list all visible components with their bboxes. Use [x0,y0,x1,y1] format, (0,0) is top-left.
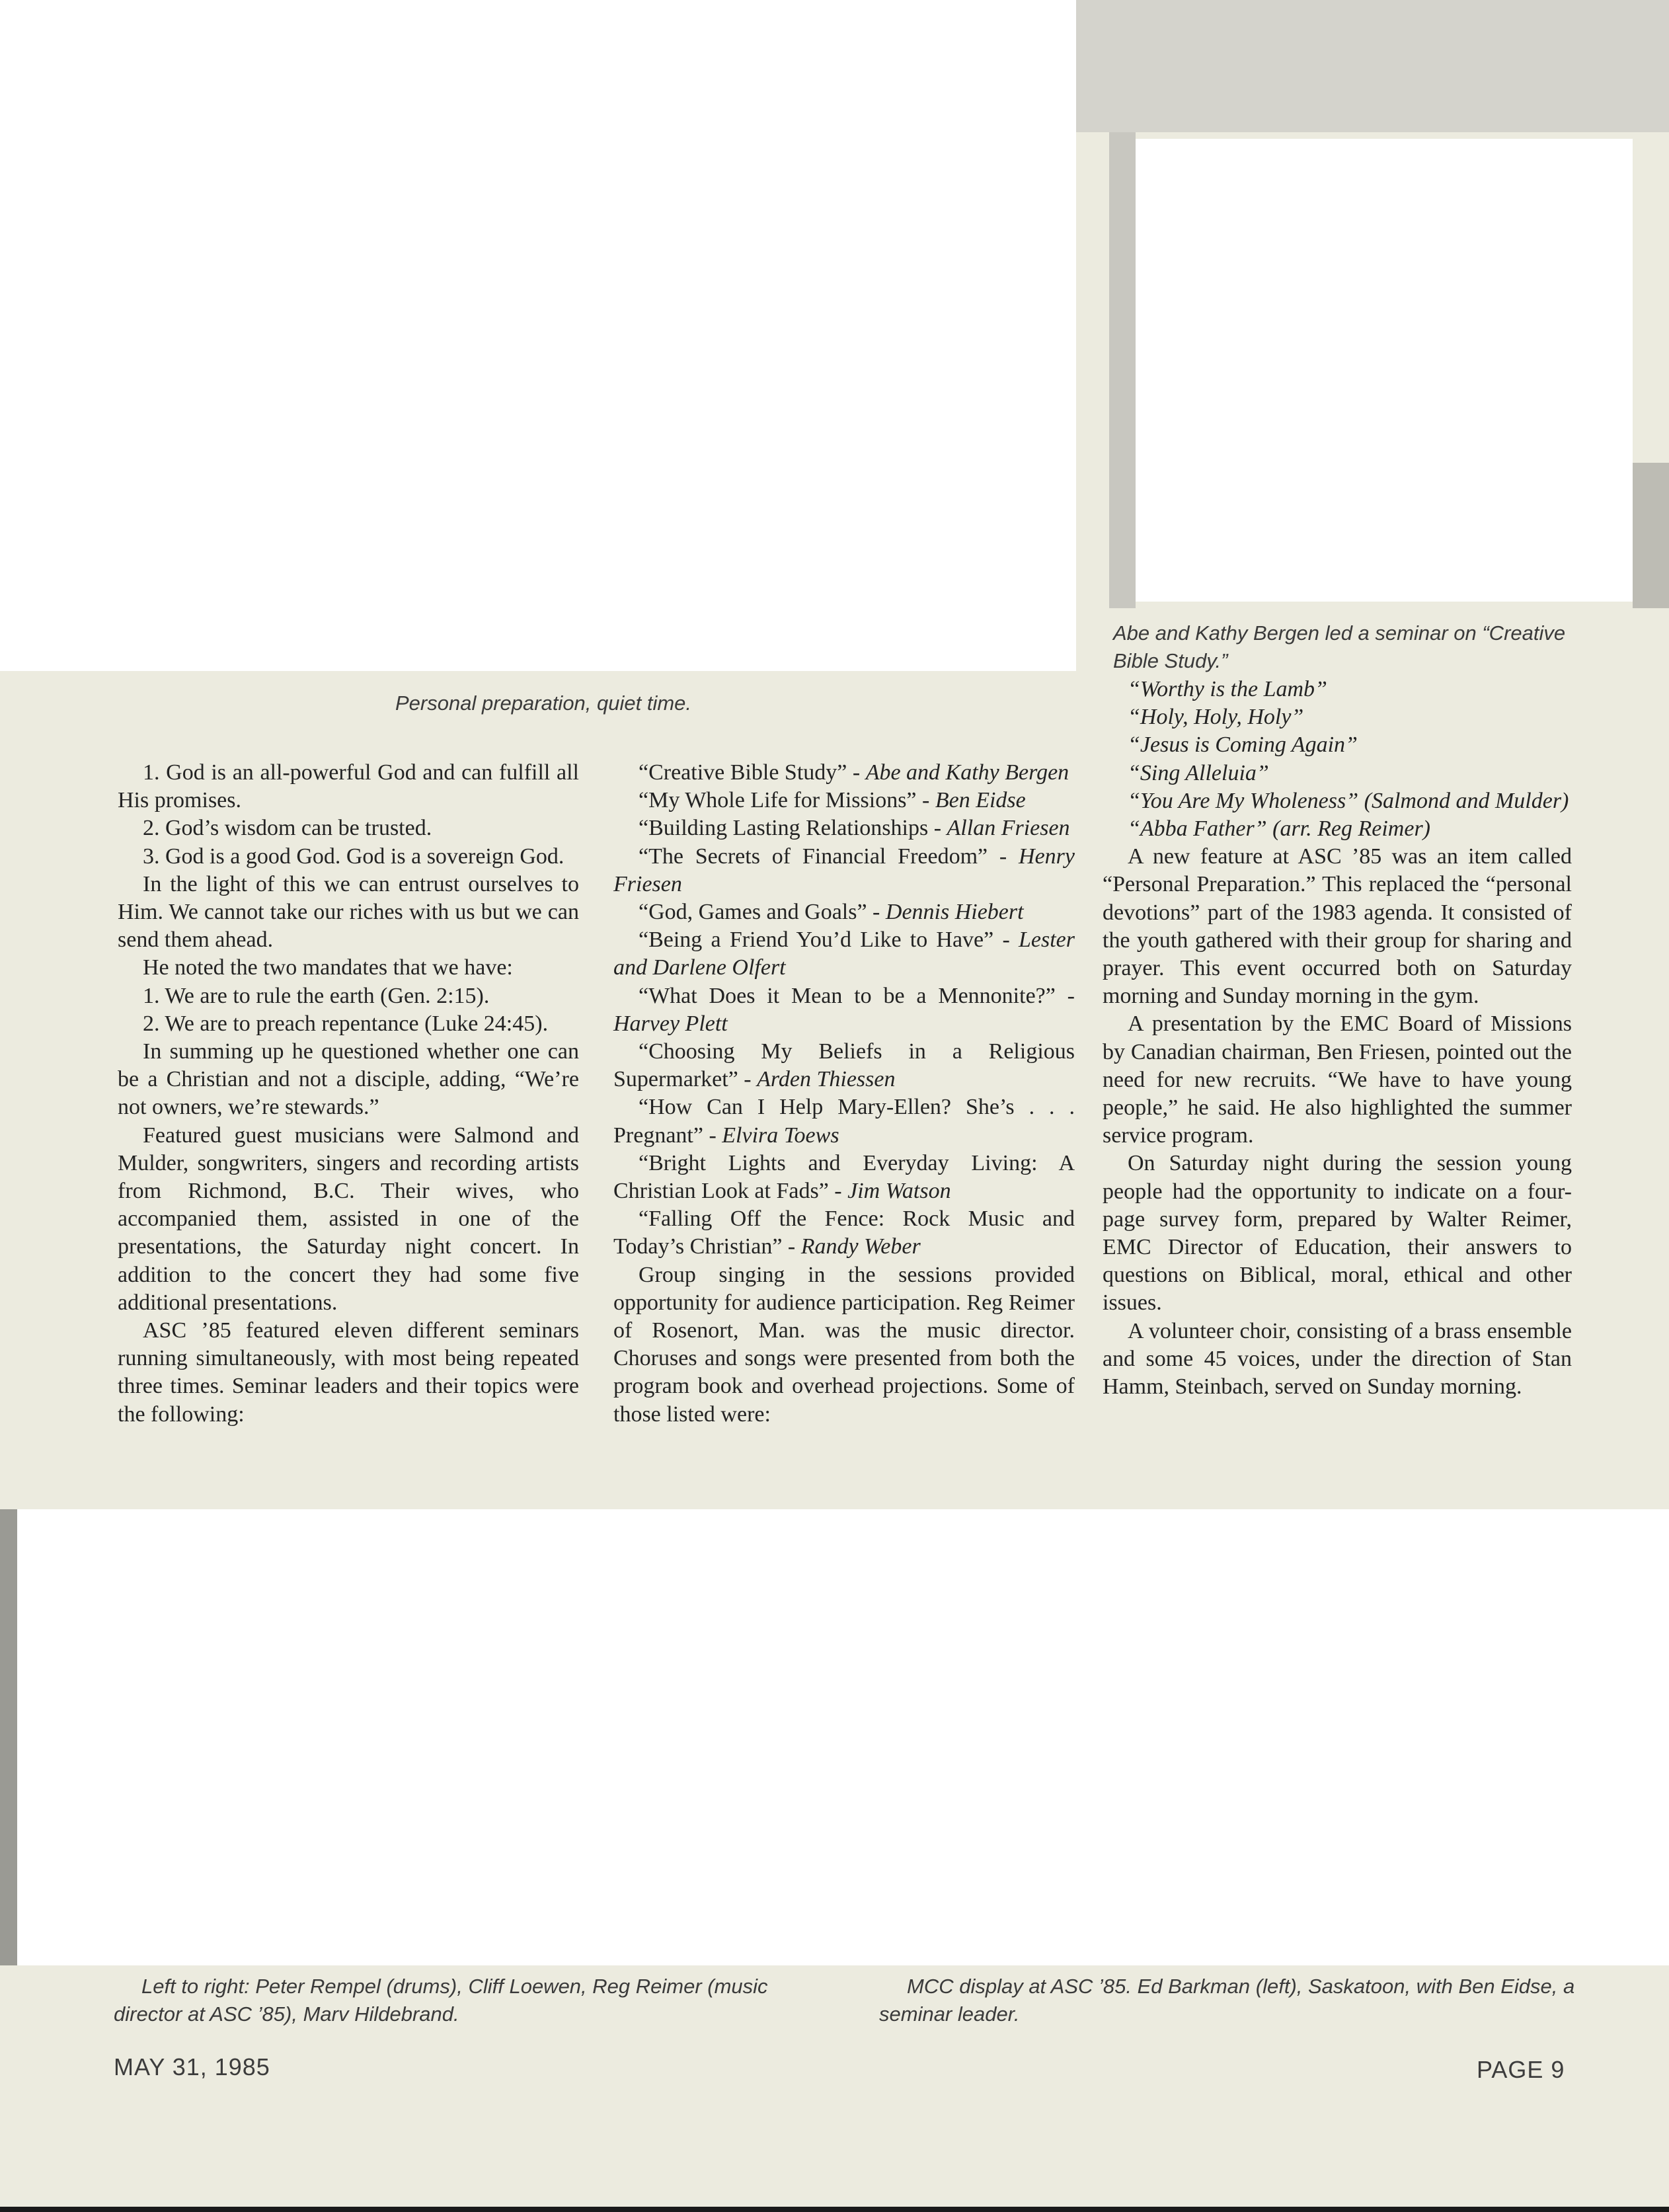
issue-date: MAY 31, 1985 [114,2053,270,2080]
seminar-item: “Building Lasting Relationships - Allan Friesen [639,816,1070,841]
page-number: PAGE 9 [1477,2056,1565,2083]
paragraph: ASC ’85 featured eleven different seminars running simultaneously, with most being repeated three times. Seminar leaders and their topics were the following: [118,1318,579,1427]
song-item: “Abba Father” (arr. Reg Reimer) [1128,816,1431,842]
seminar-item: “Creative Bible Study” - Abe and Kathy Bergen [639,760,1069,785]
paragraph: He noted the two mandates that we have: [143,955,513,980]
paragraph: A presentation by the EMC Board of Missions by Canadian chairman, Ben Friesen, pointed out the need for new recruits. “We have to have young people,” he said. He also highlighted the summer service program. [1103,1011,1572,1148]
paragraph: Featured guest musicians were Salmond and Mulder, songwriters, singers and recording artists from Richmond, B.C. Their wives, who accompanied them, assisted in one of the presentations, the Saturday night concert. In addition to the concert they had some five additional presentations. [118,1123,579,1315]
paragraph: In summing up he questioned whether one can be a Christian and not a disciple, adding, “We’re not owners, we’re stewards.” [118,1039,579,1120]
top-right-photo-border [1076,0,1669,132]
photo-caption-top-right: Abe and Kathy Bergen led a seminar on “Creative Bible Study.” [1113,621,1566,672]
article-column-3 [1103,676,1572,1401]
song-item: “Worthy is the Lamb” [1128,677,1327,701]
photo-caption-bottom-left: Left to right: Peter Rempel (drums), Cliff Loewen, Reg Reimer (music director at ASC ’85), Marv Hildebrand. [114,1975,768,2026]
paragraph: A volunteer choir, consisting of a brass ensemble and some 45 voices, under the direction of Stan Hamm, Steinbach, served on Sunday morning. [1103,1318,1572,1400]
seminar-item: “My Whole Life for Missions” - Ben Eidse [639,788,1026,813]
top-right-photo-edge-right [1633,463,1669,608]
seminar-item: “Being a Friend You’d Like to Have” - Lester and Darlene Olfert [613,928,1075,980]
paragraph: 1. God is an all-powerful God and can fulfill all His promises. [118,760,579,813]
seminar-item: “Choosing My Beliefs in a Religious Supermarket” - Arden Thiessen [613,1039,1075,1092]
paragraph: 1. We are to rule the earth (Gen. 2:15). [143,983,490,1008]
seminar-item: “How Can I Help Mary-Ellen? She’s . . . Pregnant” - Elvira Toews [613,1095,1075,1148]
bottom-right-photo [863,1509,1669,1965]
paragraph: 2. God’s wisdom can be trusted. [143,816,432,841]
seminar-item: “Bright Lights and Everyday Living: A Christian Look at Fads” - Jim Watson [613,1150,1075,1204]
top-right-photo-edge [1109,132,1136,608]
seminar-item: “Falling Off the Fence: Rock Music and Today’s Christian” - Randy Weber [613,1206,1075,1259]
photo-caption-bottom-right: MCC display at ASC ’85. Ed Barkman (left), Saskatoon, with Ben Eidse, a seminar leader. [879,1975,1575,2026]
paragraph: On Saturday night during the session young people had the opportunity to indicate on a four-page survey form, prepared by Walter Reimer, EMC Director of Education, their answers to questions on Biblical, moral, ethical and other issues. [1103,1151,1572,1316]
photo-caption-top-left: Personal preparation, quiet time. [395,691,692,715]
seminar-item: “What Does it Mean to be a Mennonite?” - Harvey Plett [613,983,1075,1036]
song-item: “Sing Alleluia” [1128,760,1269,785]
paragraph: 3. God is a good God. God is a sovereign God. [143,844,564,869]
scan-border-bottom [0,2207,1669,2212]
paragraph: In the light of this we can entrust ourselves to Him. We cannot take our riches with us but we can send them ahead. [118,871,579,953]
song-item: “Holy, Holy, Holy” [1128,705,1304,730]
song-item: “You Are My Wholeness” (Salmond and Mulder) [1128,788,1569,813]
song-item: “Jesus is Coming Again” [1128,732,1358,758]
top-left-photo [0,0,1076,671]
seminar-item: “The Secrets of Financial Freedom” - Henry Friesen [613,844,1075,896]
top-right-photo [1136,139,1633,602]
bottom-left-photo [17,1509,863,1965]
paragraph: A new feature at ASC ’85 was an item called “Personal Preparation.” This replaced the “personal devotions” part of the 1983 agenda. It consisted of the youth gathered with their group for sharing and prayer. This event occurred both on Saturday morning and Sunday morning in the gym. [1103,844,1572,1009]
article-column-2 [613,759,1075,1429]
paragraph: Group singing in the sessions provided opportunity for audience participation. Reg Reimer of Rosenort, Man. was the music director. Choruses and songs were presented from both the program book and overhead projections. Some of those listed were: [613,1262,1075,1427]
seminar-item: “God, Games and Goals” - Dennis Hiebert [639,900,1024,925]
bottom-left-photo-edge [0,1509,17,1965]
paragraph: 2. We are to preach repentance (Luke 24:45). [143,1011,549,1036]
article-column-1 [118,759,579,1429]
